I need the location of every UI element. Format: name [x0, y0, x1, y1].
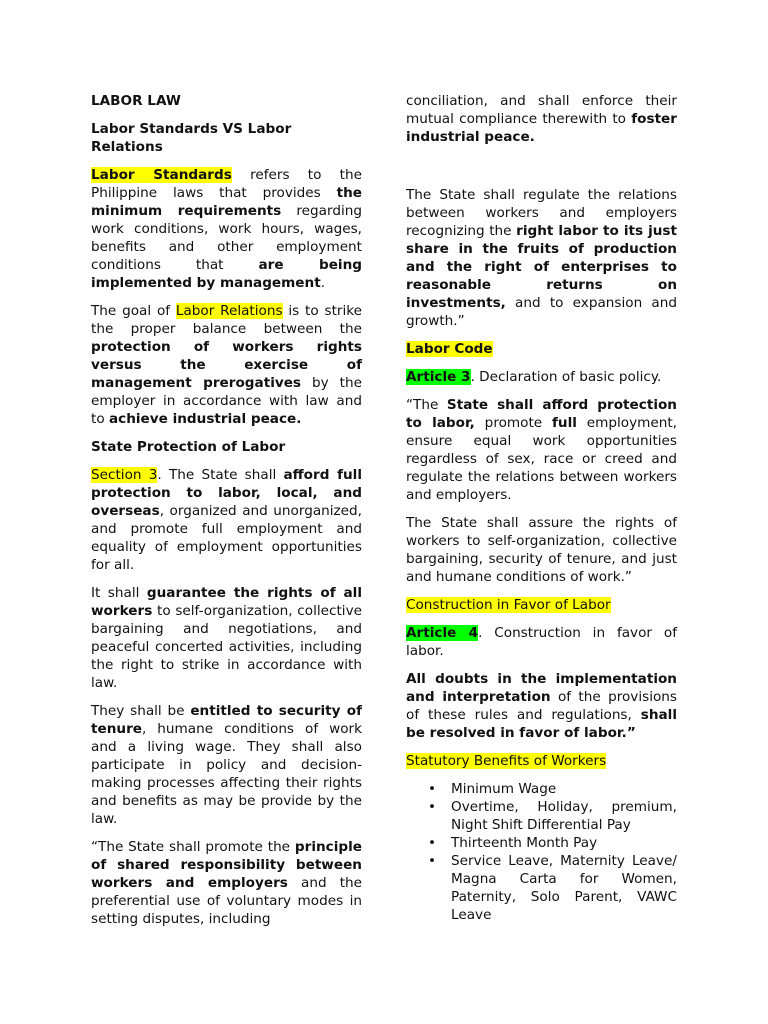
spacer	[406, 156, 677, 186]
paragraph-afford-protection: “The State shall afford protection to labor, promote full employment, ensure equal work opportunities regardless of sex, race or creed and regulate the relations between workers and employers.	[406, 397, 677, 503]
paragraph-all-doubts: All doubts in the implementation and interpretation of the provisions of these rules and regulations, shall be resolved in favor of labor.”	[406, 671, 677, 741]
paragraph-security-of-tenure: They shall be entitled to security of tenure, humane conditions of work and a living wage. They shall also participate in policy and decision-making processes affecting their rights and benefits as may be provide by the law.	[91, 703, 362, 827]
highlight-labor-relations: Labor Relations	[175, 303, 283, 319]
highlight-statutory-benefits: Statutory Benefits of Workers	[406, 753, 607, 769]
section-heading-construction	[406, 596, 677, 614]
section-heading-statutory-benefits	[406, 752, 677, 770]
section-heading-standards-vs-relations: Labor Standards VS Labor Relations	[91, 121, 292, 155]
paragraph-article-3: Article 3. Declaration of basic policy.	[406, 369, 662, 385]
list-item: • Overtime, Holiday, premium, Night Shift Differential Pay	[451, 798, 677, 834]
section-heading-state-protection: State Protection of Labor	[91, 439, 286, 455]
highlight-labor-standards: Labor Standards	[91, 167, 232, 183]
paragraph-guarantee-rights: It shall guarantee the rights of all workers to self-organization, collective bargaining and negotiations, and peaceful concerted activities, including the right to strike in accordance with law.	[91, 585, 362, 691]
paragraph-assure-rights: The State shall assure the rights of workers to self-organization, collective bargaining, security of tenure, and just and humane conditions of work.”	[406, 515, 677, 585]
section-heading-labor-code	[406, 340, 677, 358]
paragraph-labor-standards: Labor Standards refers to the Philippine laws that provides the minimum requirements regarding work conditions, work hours, wages, benefits and other employment conditions that are being implemented by management.	[91, 167, 362, 291]
list-item: • Minimum Wage	[451, 780, 677, 798]
list-item: • Thirteenth Month Pay	[451, 834, 677, 852]
right-column	[406, 92, 677, 924]
paragraph-section-3: Section 3. The State shall afford full protection to labor, local, and overseas, organized and unorganized, and promote full employment and equality of employment opportunities for all.	[91, 467, 362, 573]
paragraph-shared-responsibility: “The State shall promote the principle of shared responsibility between workers and employers and the preferential use of voluntary modes in setting disputes, including	[91, 839, 363, 927]
highlight-article-3: Article 3	[406, 369, 471, 385]
list-item: • Service Leave, Maternity Leave/ Magna Carta for Women, Paternity, Solo Parent, VAWC Leave	[451, 852, 677, 924]
document-title: LABOR LAW	[91, 93, 181, 109]
highlight-construction: Construction in Favor of Labor	[406, 597, 611, 613]
highlight-article-4: Article 4	[406, 625, 479, 641]
paragraph-state-regulate: The State shall regulate the relations between workers and employers recognizing the right labor to its just share in the fruits of production and the right of enterprises to reasonable returns on investments, and to expansion and growth.”	[406, 187, 677, 329]
paragraph-labor-relations: The goal of Labor Relations is to strike the proper balance between the protection of workers rights versus the exercise of management prerogatives by the employer in accordance with law and to achieve industrial peace.	[91, 303, 363, 427]
benefits-list	[406, 780, 677, 924]
highlight-section-3: Section 3	[91, 467, 158, 483]
paragraph-conciliation: conciliation, and shall enforce their mutual compliance therewith to foster industrial peace.	[406, 93, 677, 145]
highlight-labor-code: Labor Code	[406, 341, 493, 357]
paragraph-article-4: Article 4. Construction in favor of labor.	[406, 625, 677, 659]
left-column	[91, 92, 362, 938]
